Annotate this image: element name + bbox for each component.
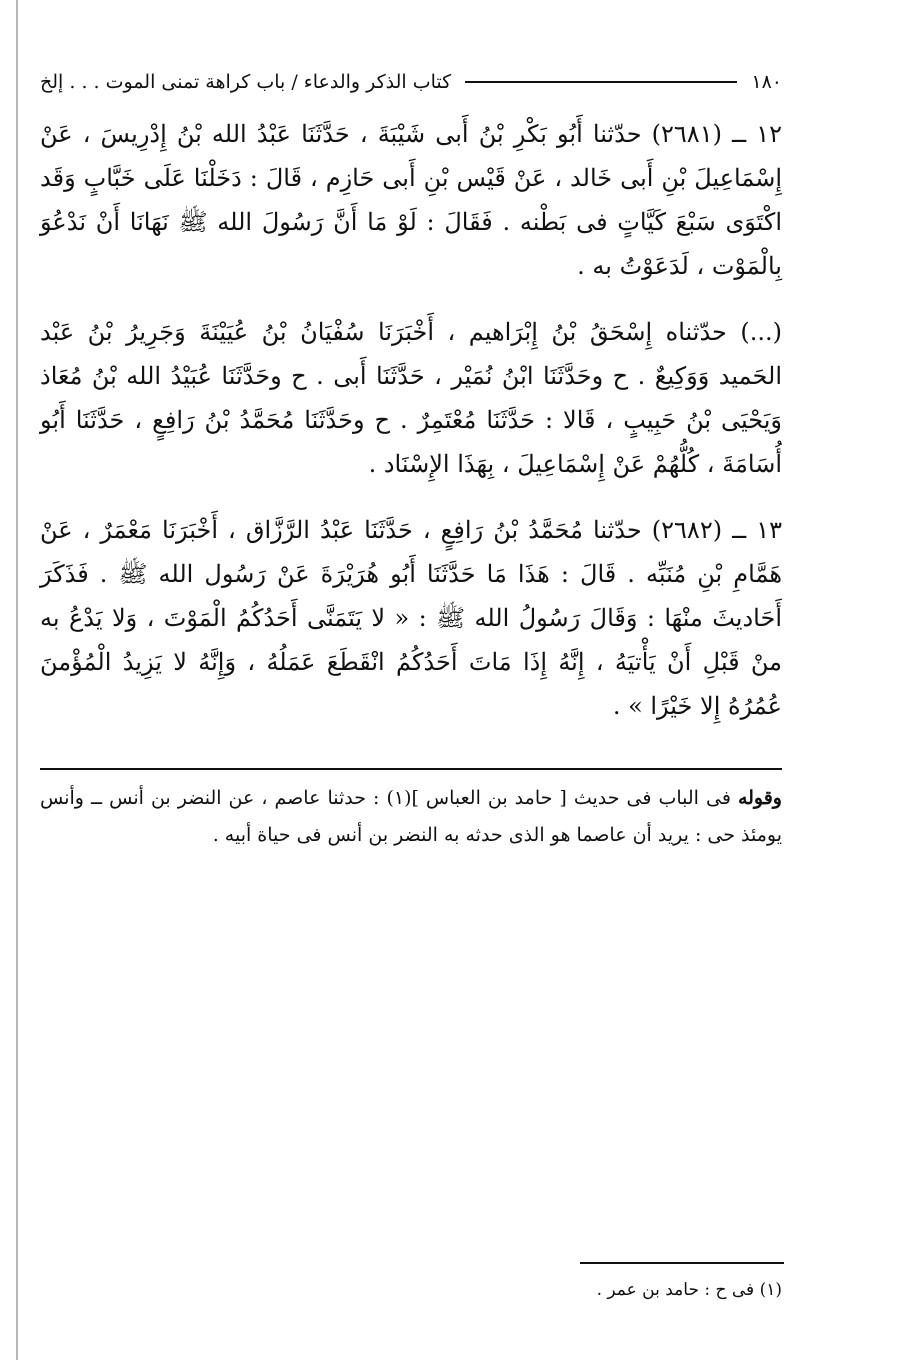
hadith-12: ١٢ ــ (٢٦٨١) حدّثنا أَبُو بَكْرِ بْنُ أَبى شَيْبَةَ ، حَدَّثَنَا عَبْدُ الله بْنُ إِدْرِيسَ ، عَنْ إِسْمَاعِيلَ بْنِ أَبى خَالد ، عَنْ قَيْس بْنِ أَبى حَازِم ، قَالَ : دَخَلْنَا عَلَى خَبَّابٍ وَقَد اكْتَوَى سَبْعَ كَيَّاتٍ فى بَطْنه . فَقَالَ : لَوْ مَا أَنَّ رَسُولَ الله ﷺ نَهَانَا أَنْ نَدْعُوَ بِالْمَوْت ، لَدَعَوْتُ به .	[40, 120, 782, 280]
commentary-text: فى الباب فى حديث [ حامد بن العباس ](١) : حدثنا عاصم ، عن النضر بن أنس ــ وأنس يومئذ حى : يريد أن عاصما هو الذى حدثه به النضر بن أنس فى حياة أبيه .	[40, 787, 782, 846]
hadith-13: ١٣ ــ (٢٦٨٢) حدّثنا مُحَمَّدُ بْنُ رَافِعٍ ، حَدَّثَنَا عَبْدُ الرَّزَّاق ، أَخْبَرَنَا مَعْمَرٌ ، عَنْ هَمَّامِ بْنِ مُنَبِّه . قَالَ : هَذَا مَا حَدَّثَنَا أَبُو هُرَيْرَةَ عَنْ رَسُول الله ﷺ . فَذَكَرَ أَحَاديثَ منْهَا : وَقَالَ رَسُولُ الله ﷺ : « لا يَتَمَنَّى أَحَدُكُمُ الْمَوْتَ ، وَلا يَدْعُ به منْ قَبْلِ أَنْ يَأْتيَهُ ، إِنَّهُ إِذَا مَاتَ أَحَدُكُمُ انْقَطَعَ عَمَلُهُ ، وَإِنَّهُ لا يَزِيدُ الْمُؤْمنَ عُمُرُهُ إِلا خَيْرًا » .	[40, 516, 782, 720]
commentary	[40, 780, 782, 854]
running-title: كتاب الذكر والدعاء / باب كراهة تمنى الموت . . . إلخ	[40, 71, 452, 93]
page-body	[40, 62, 782, 854]
commentary-lead: وقوله	[737, 787, 782, 809]
commentary-rule	[40, 768, 782, 770]
footnote-1: (١) فى ح : حامد بن عمر .	[596, 1280, 782, 1300]
page-binding-line	[16, 0, 18, 1360]
hadith-chain-variant: (...) حدّثناه إِسْحَقُ بْنُ إِبْرَاهيم ، أَخْبَرَنَا سُفْيَانُ بْنُ عُيَيْنَةَ وَجَرِيرُ بْنُ عَبْد الحَميد وَوَكِيعٌ . ح وحَدَّثَنَا ابْنُ نُمَيْر ، حَدَّثَنَا أَبى . ح وحَدَّثَنَا عُبَيْدُ الله بْنُ مُعَاذ وَيَحْيَى بْنُ حَبِيبٍ ، قَالا : حَدَّثَنَا مُعْتَمِرٌ . ح وحَدَّثَنَا مُحَمَّدُ بْنُ رَافِعٍ ، حَدَّثَنَا أَبُو أُسَامَةَ ، كُلُّهُمْ عَنْ إِسْمَاعِيلَ ، بِهَذَا الإِسْنَاد .	[40, 318, 782, 478]
running-head	[40, 62, 782, 102]
page-number: ١٨٠	[751, 71, 782, 93]
footnote-rule	[580, 1262, 784, 1264]
header-rule	[465, 81, 737, 83]
